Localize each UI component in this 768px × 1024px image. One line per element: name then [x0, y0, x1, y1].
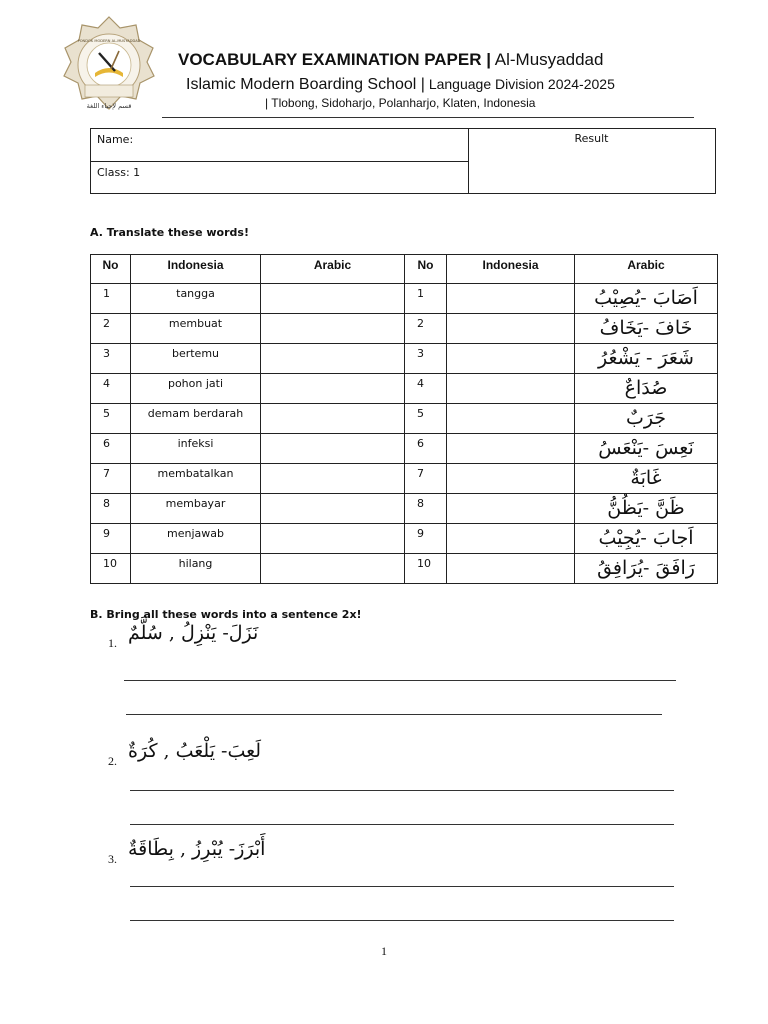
arabic-answer-cell[interactable]: [261, 524, 405, 554]
header-no: No: [91, 255, 131, 284]
table-row: [91, 404, 718, 434]
arabic-word: رَافَقَ -يُرَافِقُ: [575, 554, 718, 584]
row-number: 6: [91, 434, 131, 464]
section-b-letter: B.: [90, 608, 103, 621]
table-row: [91, 464, 718, 494]
indonesian-answer-cell[interactable]: [447, 464, 575, 494]
arabic-word: اَجابَ -يُجِيْبُ: [575, 524, 718, 554]
logo-arabic-text: قسم لإحياء اللغة: [86, 102, 132, 110]
school-name: Islamic Modern Boarding School |: [186, 76, 425, 93]
row-number-2: 3: [405, 344, 447, 374]
row-number-2: 8: [405, 494, 447, 524]
arabic-answer-cell[interactable]: [261, 404, 405, 434]
arabic-word: نَعِسَ -يَنْعَسُ: [575, 434, 718, 464]
question-number: 3.: [108, 852, 117, 866]
table-body: [91, 284, 718, 584]
row-number-2: 2: [405, 314, 447, 344]
arabic-answer-cell[interactable]: [261, 284, 405, 314]
indonesian-answer-cell[interactable]: [447, 374, 575, 404]
arabic-answer-cell[interactable]: [261, 554, 405, 584]
section-a-letter: A.: [90, 226, 103, 239]
class-field[interactable]: [91, 162, 468, 195]
indonesian-word: infeksi: [131, 434, 261, 464]
question-number: 1.: [108, 636, 117, 650]
row-number-2: 9: [405, 524, 447, 554]
indonesian-word: menjawab: [131, 524, 261, 554]
section-b-instruction: Bring all these words into a sentence 2x!: [102, 608, 362, 621]
arabic-answer-cell[interactable]: [261, 374, 405, 404]
arabic-answer-cell[interactable]: [261, 434, 405, 464]
indonesian-answer-cell[interactable]: [447, 434, 575, 464]
arabic-answer-cell[interactable]: [261, 314, 405, 344]
row-number-2: 4: [405, 374, 447, 404]
indonesian-word: membuat: [131, 314, 261, 344]
indonesian-answer-cell[interactable]: [447, 524, 575, 554]
arabic-answer-cell[interactable]: [261, 344, 405, 374]
answer-line[interactable]: [130, 790, 674, 791]
division-label: Language Division 2024-2025: [424, 76, 615, 92]
indonesian-word: membatalkan: [131, 464, 261, 494]
page-number: 1: [381, 944, 387, 958]
row-number: 4: [91, 374, 131, 404]
school-address: | Tlobong, Sidoharjo, Polanharjo, Klaten, Indonesia: [265, 96, 536, 110]
class-label: Class: 1: [97, 166, 141, 179]
indonesian-word: pohon jati: [131, 374, 261, 404]
indonesian-answer-cell[interactable]: [447, 284, 575, 314]
indonesian-word: tangga: [131, 284, 261, 314]
indonesian-word: membayar: [131, 494, 261, 524]
arabic-word: صُدَاعٌ: [575, 374, 718, 404]
answer-line[interactable]: [130, 886, 674, 887]
row-number: 2: [91, 314, 131, 344]
indonesian-answer-cell[interactable]: [447, 344, 575, 374]
question-number: 2.: [108, 754, 117, 768]
row-number-2: 6: [405, 434, 447, 464]
row-number-2: 7: [405, 464, 447, 494]
answer-line[interactable]: [130, 920, 674, 921]
arabic-word: جَرَبٌ: [575, 404, 718, 434]
table-row: [91, 554, 718, 584]
table-row: [91, 314, 718, 344]
arabic-answer-cell[interactable]: [261, 494, 405, 524]
indonesian-word: bertemu: [131, 344, 261, 374]
name-field[interactable]: [91, 129, 468, 162]
table-row: [91, 374, 718, 404]
table-header-row: [91, 255, 718, 284]
table-row: [91, 524, 718, 554]
indonesian-word: demam berdarah: [131, 404, 261, 434]
row-number-2: 10: [405, 554, 447, 584]
row-number: 5: [91, 404, 131, 434]
exam-title: [178, 50, 603, 70]
arabic-word: ظَنَّ -يَظُنُّ: [575, 494, 718, 524]
logo-ring-text: PONDOK MODERN AL-MUSYADDAD: [77, 39, 141, 43]
arabic-word: غَابَةٌ: [575, 464, 718, 494]
arabic-word: اَصَابَ -يُصِيْبُ: [575, 284, 718, 314]
arabic-word: خَافَ -يَخَافُ: [575, 314, 718, 344]
student-info-left: [91, 129, 469, 193]
name-label: Name:: [97, 133, 134, 146]
exam-title-bold: VOCABULARY EXAMINATION PAPER |: [178, 50, 491, 69]
table-row: [91, 344, 718, 374]
table-row: [91, 434, 718, 464]
table-row: [91, 284, 718, 314]
question-arabic: نَزَلَ- يَنْزِلُ , سُلَّمٌ: [128, 622, 259, 644]
indonesian-answer-cell[interactable]: [447, 554, 575, 584]
arabic-word: شَعَرَ - يَشْعُرُ: [575, 344, 718, 374]
section-a-instruction: Translate these words!: [102, 226, 249, 239]
row-number: 8: [91, 494, 131, 524]
row-number: 1: [91, 284, 131, 314]
header-indonesia-2: Indonesia: [447, 255, 575, 284]
row-number: 7: [91, 464, 131, 494]
question-arabic: لَعِبَ- يَلْعَبُ , كُرَةٌ: [128, 740, 262, 762]
table-row: [91, 494, 718, 524]
header-indonesia: Indonesia: [131, 255, 261, 284]
row-number-2: 1: [405, 284, 447, 314]
indonesian-answer-cell[interactable]: [447, 314, 575, 344]
indonesian-answer-cell[interactable]: [447, 494, 575, 524]
student-info-box: [90, 128, 716, 194]
exam-title-school: Al-Musyaddad: [490, 50, 604, 69]
row-number: 9: [91, 524, 131, 554]
header-arabic-2: Arabic: [575, 255, 718, 284]
indonesian-word: hilang: [131, 554, 261, 584]
row-number: 10: [91, 554, 131, 584]
indonesian-answer-cell[interactable]: [447, 404, 575, 434]
section-a-title: [90, 226, 249, 239]
answer-line[interactable]: [130, 824, 674, 825]
header-arabic: Arabic: [261, 255, 405, 284]
question-arabic: أَبْرَزَ- يُبْرِزُ , بِطَاقَةٌ: [128, 838, 266, 860]
row-number: 3: [91, 344, 131, 374]
school-logo: [60, 16, 158, 114]
section-b-title: [90, 608, 362, 621]
arabic-answer-cell[interactable]: [261, 464, 405, 494]
answer-line[interactable]: [126, 714, 662, 715]
header-no-2: No: [405, 255, 447, 284]
answer-line[interactable]: [124, 680, 676, 681]
vocabulary-table: [90, 254, 718, 584]
result-label: Result: [574, 132, 609, 145]
header-divider: [162, 117, 694, 118]
school-subtitle: [186, 76, 615, 94]
row-number-2: 5: [405, 404, 447, 434]
